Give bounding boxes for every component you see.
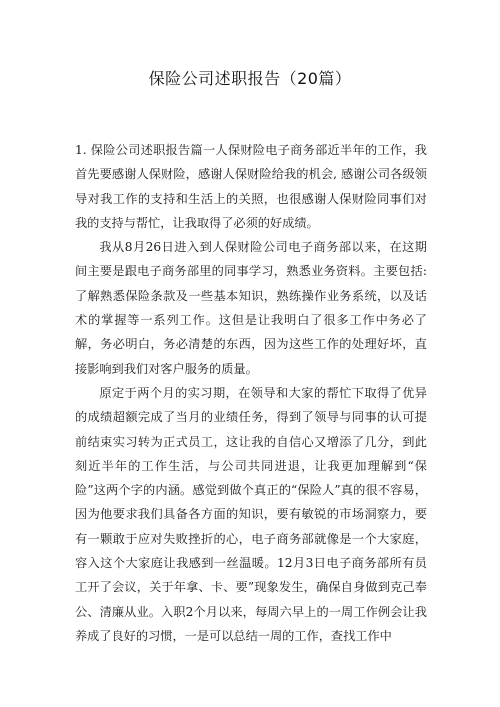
paragraph-2: 我从8月26日进入到人保财险公司电子商务部以来，在这期间主要是跟电子商务部里的同事学习，熟悉业务资料。主要包括: 了解熟悉保险条款及一些基本知识，熟练操作业务系统，以及话术的掌握等一系列工作。这但是让我明白了很多工作中务必了解，务必明白，务必清楚的东西，因为这些工作的处理好坏，直接影响到我们对客户服务的质量。 [75, 240, 427, 376]
document-body [75, 138, 427, 648]
document-title: 保险公司述职报告（20篇） [148, 69, 352, 88]
paragraph-1: 1. 保险公司述职报告篇一人保财险电子商务部近半年的工作，我首先要感谢人保财险，感谢人保财险给我的机会, 感谢公司各级领导对我工作的支持和生活上的关照，也很感谢人保财险同事们对我的支持与帮忙，让我取得了必须的好成绩。 [75, 143, 427, 230]
paragraph-3: 原定于两个月的实习期，在领导和大家的帮忙下取得了优异的成绩超额完成了当月的业绩任务，得到了领导与同事的认可提前结束实习转为正式员工，这让我的自信心又增添了几分，到此刻近半年的工作生活，与公司共同进退，让我更加理解到“保险”这两个字的内涵。感觉到做个真正的“保险人”真的很不容易，因为他要求我们具备各方面的知识，要有敏锐的市场洞察力，要有一颗敢于应对失败挫折的心，电子商务部就像是一个大家庭，容入这个大家庭让我感到一丝温暖。12月3日电子商务部所有员工开了会议，关于年拿、卡、要”现象发生，确保自身做到克己奉公、清廉从业。入职2个月以来，每周六早上的一周工作例会让我养成了良好的习惯，一是可以总结一周的工作，查找工作中 [75, 385, 427, 643]
